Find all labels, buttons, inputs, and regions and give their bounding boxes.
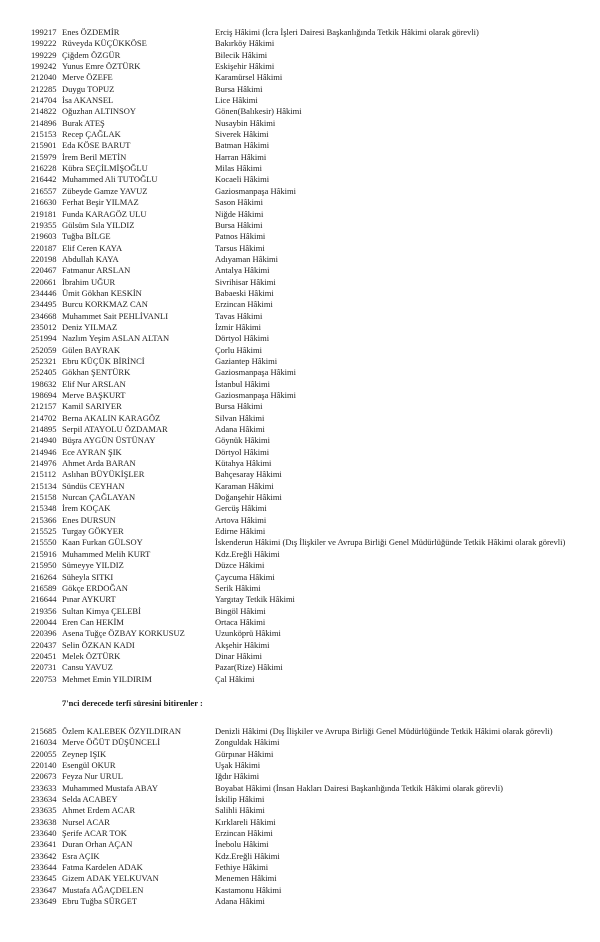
judge-position: Niğde Hâkimi [215,208,264,219]
table-row [0,749,600,760]
table-row [0,345,600,356]
judge-position: Dörtyol Hâkimi [215,333,270,344]
judge-name: Enes DURSUN [62,514,116,525]
judge-name: Zübeyde Gamze YAVUZ [62,185,148,196]
judge-position: Batman Hâkimi [215,140,270,151]
table-row [0,379,600,390]
judge-position: Gaziosmanpaşa Hâkimi [215,185,296,196]
table-row [0,220,600,231]
judge-position: Gercüş Hâkimi [215,503,267,514]
table-row [0,896,600,907]
judge-position: Bilecik Hâkimi [215,49,268,60]
judge-position: Göynük Hâkimi [215,435,271,446]
registry-number: 216034 [31,737,57,748]
registry-number: 215348 [31,503,57,514]
registry-number: 220451 [31,650,57,661]
judge-name: İsa AKANSEL [62,95,114,106]
table-row [0,583,600,594]
judge-name: Duygu TOPUZ [62,83,115,94]
judge-name: Fatma Kardelen ADAK [62,862,143,873]
judge-name: Ümit Gökhan KESKİN [62,287,142,298]
judge-position: Çorlu Hâkimi [215,344,262,355]
registry-number: 220467 [31,265,57,276]
table-row [0,311,600,322]
registry-number: 215685 [31,726,57,736]
judge-name: Çiğdem ÖZGÜR [62,49,121,60]
table-row [0,617,600,628]
registry-number: 219603 [31,231,57,242]
registry-number: 199242 [31,61,57,72]
registry-number: 214704 [31,95,57,106]
judge-position: Doğanşehir Hâkimi [215,492,282,503]
registry-number: 214976 [31,458,57,469]
judge-position: Patnos Hâkimi [215,231,266,242]
judge-position: Karaman Hâkimi [215,480,274,491]
judge-name: Ebru Tuğba SÜRGET [62,896,138,907]
judge-name: Esengül OKUR [62,760,116,771]
judge-position: Erzincan Hâkimi [215,299,273,310]
judge-position: Harran Hâkimi [215,151,267,162]
judge-name: Fatmanur ARSLAN [62,265,131,276]
judge-position: Pazar(Rize) Hâkimi [215,662,283,673]
registry-number: 215979 [31,151,57,162]
judge-position: Dinar Hâkimi [215,650,262,661]
judge-name: Ece AYRAN ŞIK [62,446,122,457]
judge-position: Kastamonu Hâkimi [215,884,282,895]
table-row [0,560,600,571]
registry-number: 233634 [31,794,57,805]
judge-position: Çaycuma Hâkimi [215,571,275,582]
judge-name: Ahmet Arda BARAN [62,458,136,469]
table-row [0,640,600,651]
table-row [0,390,600,401]
registry-number: 234495 [31,299,57,310]
table-row [0,163,600,174]
registry-number: 215158 [31,492,57,503]
judge-position: Gürpınar Hâkimi [215,748,274,759]
registry-number: 233640 [31,828,57,839]
judge-name: Elif Nur ARSLAN [62,378,126,389]
registry-number: 220044 [31,616,57,627]
judge-name: Sündüs CEYHAN [62,480,125,491]
registry-number: 216228 [31,163,57,174]
judge-position: Bahçesaray Hâkimi [215,469,282,480]
judge-name: Melek ÖZTÜRK [62,650,121,661]
registry-number: 215366 [31,514,57,525]
table-row [0,197,600,208]
registry-number: 216589 [31,582,57,593]
table-row [0,435,600,446]
registry-number: 214946 [31,446,57,457]
registry-number: 233635 [31,805,57,816]
judge-position: Serik Hâkimi [215,582,261,593]
judge-position: Milas Hâkimi [215,163,262,174]
judge-name: Mehmet Emin YILDIRIM [62,673,152,684]
table-row [0,794,600,805]
table-row [0,106,600,117]
judge-name: Özlem KALEBEK ÖZYILDIRAN [62,726,181,736]
registry-number: 215550 [31,537,57,548]
judge-position: Çal Hâkimi [215,673,255,684]
judge-position: Fethiye Hâkimi [215,862,269,873]
table-row [0,674,600,685]
judge-name: Eda KÖSE BARUT [62,140,131,151]
registry-number: 220437 [31,639,57,650]
table-row [0,288,600,299]
table-row [0,572,600,583]
judge-name: Burcu KORKMAZ CAN [62,299,148,310]
table-row [0,839,600,850]
judge-name: Nazlım Yeşim ASLAN ALTAN [62,333,170,344]
judge-position: Kdz.Ereğli Hâkimi [215,548,280,559]
registry-number: 235012 [31,321,57,332]
table-row [0,885,600,896]
registry-number: 216630 [31,197,57,208]
registry-number: 215916 [31,548,57,559]
judge-name: Merve ÖĞÜT DÜŞÜNCELİ [62,737,161,748]
table-row [0,873,600,884]
judge-name: Merve ÖZEFE [62,72,113,83]
judge-name: Muhammed Ali TUTOĞLU [62,174,158,185]
judge-position: Gönen(Balıkesir) Hâkimi [215,106,302,117]
registry-number: 220140 [31,760,57,771]
judge-name: Serpil ATAYOLU ÖZDAMAR [62,424,168,435]
judge-position: Lice Hâkimi [215,95,258,106]
judge-position: Bakırköy Hâkimi [215,38,275,49]
table-row [0,628,600,639]
judge-name: Enes ÖZDEMİR [62,27,120,37]
judge-position: Ortaca Hâkimi [215,616,266,627]
table-row [0,447,600,458]
judge-position: İstanbul Hâkimi [215,378,271,389]
table-row [0,726,600,737]
registry-number: 216264 [31,571,57,582]
table-row [0,401,600,412]
judge-name: Selda ACABEY [62,794,118,805]
judge-name: Berna AKALIN KARAGÖZ [62,412,161,423]
judge-position: İnebolu Hâkimi [215,839,269,850]
judge-position: İskilip Hâkimi [215,794,265,805]
table-row [0,265,600,276]
judge-name: Yunus Emre ÖZTÜRK [62,61,141,72]
judge-name: Esra AÇIK [62,850,100,861]
table-row [0,254,600,265]
registry-number: 220753 [31,673,57,684]
registry-number: 233649 [31,896,57,907]
registry-number: 233633 [31,782,57,793]
judge-position: Sivrihisar Hâkimi [215,276,276,287]
judge-position: Akşehir Hâkimi [215,639,270,650]
judge-position: Gaziosmanpaşa Hâkimi [215,367,296,378]
judge-position: Babaeski Hâkimi [215,287,274,298]
table-row [0,72,600,83]
judge-position: Dörtyol Hâkimi [215,446,270,457]
judge-position: Kdz.Ereğli Hâkimi [215,850,280,861]
registry-number: 252405 [31,367,57,378]
registry-number: 220055 [31,748,57,759]
table-row [0,594,600,605]
table-row [0,458,600,469]
table-row [0,515,600,526]
registry-number: 216557 [31,185,57,196]
promotion-list-section-1 [0,27,600,685]
table-row [0,817,600,828]
table-row [0,424,600,435]
judge-name: Recep ÇAĞLAK [62,129,121,140]
table-row [0,367,600,378]
judge-position: Karamürsel Hâkimi [215,72,283,83]
judge-name: Gökhan ŞENTÜRK [62,367,131,378]
registry-number: 220187 [31,242,57,253]
registry-number: 216644 [31,594,57,605]
registry-number: 233644 [31,862,57,873]
judge-position: Bingöl Hâkimi [215,605,266,616]
registry-number: 212285 [31,83,57,94]
registry-number: 219356 [31,605,57,616]
judge-position: Kocaeli Hâkimi [215,174,270,185]
registry-number: 233645 [31,873,57,884]
registry-number: 220731 [31,662,57,673]
table-row [0,61,600,72]
registry-number: 251994 [31,333,57,344]
judge-name: Nursel ACAR [62,816,110,827]
judge-position: Yargıtay Tetkik Hâkimi [215,594,295,605]
judge-position: Bursa Hâkimi [215,219,263,230]
judge-name: Gülen BAYRAK [62,344,121,355]
table-row [0,805,600,816]
judge-position: Erciş Hâkimi (İcra İşleri Dairesi Başkanlığında Tetkik Hâkimi olarak görevli) [215,27,479,37]
judge-name: Selin ÖZKAN KADI [62,639,135,650]
registry-number: 233647 [31,884,57,895]
table-row [0,771,600,782]
table-row [0,606,600,617]
registry-number: 215134 [31,480,57,491]
table-row [0,50,600,61]
judge-name: Duran Orhan AÇAN [62,839,133,850]
judge-name: Zeynep IŞIK [62,748,107,759]
table-row [0,299,600,310]
judge-position: Kütahya Hâkimi [215,458,272,469]
registry-number: 199222 [31,38,57,49]
judge-position: Edirne Hâkimi [215,526,266,537]
registry-number: 214702 [31,412,57,423]
registry-number: 214940 [31,435,57,446]
table-row [0,186,600,197]
registry-number: 215950 [31,560,57,571]
judge-name: İrem Beril METİN [62,151,127,162]
judge-name: Gizem ADAK YELKUVAN [62,873,159,884]
judge-name: Tuğba BİLGE [62,231,111,242]
judge-position: Menemen Hâkimi [215,873,277,884]
judge-name: Şerife ACAR TOK [62,828,127,839]
judge-position: Sason Hâkimi [215,197,263,208]
judge-position: Tarsus Hâkimi [215,242,265,253]
registry-number: 220673 [31,771,57,782]
registry-number: 212157 [31,401,57,412]
table-row [0,231,600,242]
registry-number: 219181 [31,208,57,219]
judge-name: Abdullah KAYA [62,253,119,264]
judge-position: Siverek Hâkimi [215,129,269,140]
table-row [0,851,600,862]
judge-name: Funda KARAGÖZ ULU [62,208,147,219]
judge-position: Silvan Hâkimi [215,412,265,423]
judge-position: Nusaybin Hâkimi [215,117,276,128]
judge-position: Salihli Hâkimi [215,805,265,816]
table-row [0,481,600,492]
registry-number: 198632 [31,378,57,389]
judge-name: Sümeyye YILDIZ [62,560,124,571]
section-header-7th-degree: 7'nci derecede terfi süresini bitirenler : [62,698,203,708]
table-row [0,783,600,794]
registry-number: 214895 [31,424,57,435]
registry-number: 215525 [31,526,57,537]
judge-name: Kübra SEÇİLMİŞOĞLU [62,163,148,174]
table-row [0,95,600,106]
judge-name: Sultan Kimya ÇELEBİ [62,605,141,616]
judge-name: İrem KOÇAK [62,503,111,514]
registry-number: 214896 [31,117,57,128]
judge-position: Erzincan Hâkimi [215,828,273,839]
judge-name: Gülsüm Sıla YILDIZ [62,219,135,230]
registry-number: 233642 [31,850,57,861]
judge-position: İzmir Hâkimi [215,321,262,332]
judge-position: İskenderun Hâkimi (Dış İlişkiler ve Avrupa Birliği Genel Müdürlüğünde Tetkik Hâkimi olarak görevli) [215,537,566,548]
table-row [0,322,600,333]
judge-position: Uzunköprü Hâkimi [215,628,281,639]
judge-position: Gaziosmanpaşa Hâkimi [215,390,296,400]
registry-number: 215112 [31,469,57,480]
judge-position: Bursa Hâkimi [215,83,263,94]
judge-position: Eskişehir Hâkimi [215,61,275,72]
judge-position: Düzce Hâkimi [215,560,265,571]
judge-position: Zonguldak Hâkimi [215,737,280,748]
registry-number: 220396 [31,628,57,639]
table-row [0,277,600,288]
registry-number: 252059 [31,344,57,355]
judge-position: Denizli Hâkimi (Dış İlişkiler ve Avrupa Birliği Genel Müdürlüğünde Tetkik Hâkimi olarak görevli) [215,726,553,736]
table-row [0,129,600,140]
judge-name: Aslıhan BÜYÜKİŞLER [62,469,145,480]
judge-name: Feyza Nur URUL [62,771,123,782]
registry-number: 198694 [31,390,57,400]
registry-number: 220661 [31,276,57,287]
judge-position: Antalya Hâkimi [215,265,270,276]
judge-name: Deniz YILMAZ [62,321,118,332]
table-row [0,862,600,873]
judge-name: Büşra AYGÜN ÜSTÜNAY [62,435,156,446]
table-row [0,492,600,503]
judge-position: Boyabat Hâkimi (İnsan Hakları Dairesi Başkanlığında Tetkik Hâkimi olarak görevli) [215,782,503,793]
judge-name: Eren Can HEKİM [62,616,124,627]
judge-name: Muhammed Mustafa ABAY [62,782,159,793]
judge-position: Adana Hâkimi [215,424,265,435]
table-row [0,356,600,367]
judge-name: İbrahim UĞUR [62,276,116,287]
registry-number: 212040 [31,72,57,83]
judge-name: Burak ATEŞ [62,117,105,128]
registry-number: 215153 [31,129,57,140]
table-row [0,737,600,748]
table-row [0,152,600,163]
judge-name: Rüveyda KÜÇÜKKÖSE [62,38,147,49]
registry-number: 234668 [31,310,57,321]
judge-position: Uşak Hâkimi [215,760,261,771]
table-row [0,118,600,129]
judge-name: Cansu YAVUZ [62,662,113,673]
judge-name: Ebru KÜÇÜK BİRİNCİ [62,355,145,366]
registry-number: 233638 [31,816,57,827]
registry-number: 216442 [31,174,57,185]
judge-name: Muhammet Sait PEHLİVANLI [62,310,169,321]
judge-position: Adıyaman Hâkimi [215,253,279,264]
table-row [0,333,600,344]
judge-position: Adana Hâkimi [215,896,265,907]
judge-name: Ferhat Beşir YILMAZ [62,197,139,208]
table-row [0,27,600,38]
table-row [0,503,600,514]
judge-name: Muhammed Melih KURT [62,548,151,559]
judge-name: Ahmet Erdem ACAR [62,805,136,816]
judge-position: Iğdır Hâkimi [215,771,260,782]
table-row [0,38,600,49]
table-row [0,662,600,673]
registry-number: 234446 [31,287,57,298]
judge-name: Elif Ceren KAYA [62,242,123,253]
judge-name: Nurcan ÇAĞLAYAN [62,492,136,503]
registry-number: 214822 [31,106,57,117]
judge-name: Kaan Furkan GÜLSOY [62,537,143,548]
table-row [0,413,600,424]
table-row [0,526,600,537]
table-row [0,84,600,95]
table-row [0,537,600,548]
table-row [0,140,600,151]
table-row [0,828,600,839]
table-row [0,174,600,185]
judge-position: Kırklareli Hâkimi [215,816,276,827]
table-row [0,549,600,560]
judge-name: Kamil SARIYER [62,401,122,412]
judge-name: Merve BAŞKURT [62,390,126,400]
judge-name: Gökçe ERDOĞAN [62,582,128,593]
table-row [0,469,600,480]
registry-number: 233641 [31,839,57,850]
registry-number: 252321 [31,355,57,366]
registry-number: 199217 [31,27,57,37]
judge-position: Artova Hâkimi [215,514,267,525]
table-row [0,209,600,220]
registry-number: 215901 [31,140,57,151]
judge-name: Süheyla SITKI [62,571,114,582]
judge-position: Tavas Hâkimi [215,310,263,321]
judge-name: Mustafa AĞAÇDELEN [62,884,144,895]
table-row [0,651,600,662]
judge-name: Pınar AYKURT [62,594,116,605]
judge-name: Turgay GÖKYER [62,526,124,537]
registry-number: 220198 [31,253,57,264]
judge-position: Bursa Hâkimi [215,401,263,412]
registry-number: 219355 [31,219,57,230]
promotion-list-section-2 [0,726,600,908]
table-row [0,243,600,254]
judge-name: Oğuzhan ALTINSOY [62,106,137,117]
table-row [0,760,600,771]
judge-position: Gaziantep Hâkimi [215,355,278,366]
registry-number: 199229 [31,49,57,60]
judge-name: Asena Tuğçe ÖZBAY KORKUSUZ [62,628,185,639]
